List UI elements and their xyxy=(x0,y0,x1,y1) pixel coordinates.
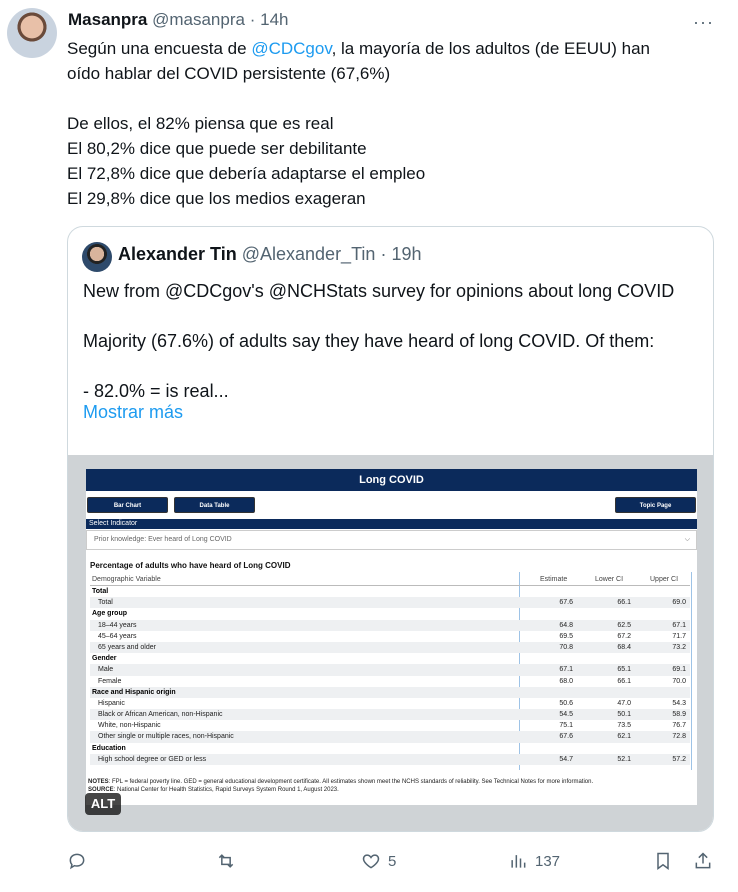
heart-icon xyxy=(361,851,381,871)
topic-page-button: Topic Page xyxy=(615,497,696,513)
lower-ci-cell: 47.0 xyxy=(617,699,631,707)
author-name[interactable]: Masanpra xyxy=(68,10,148,29)
report-notes xyxy=(88,778,694,794)
tweet-line-3: De ellos, el 82% piensa que es real xyxy=(67,114,334,133)
table-category-row xyxy=(90,653,690,664)
author-handle[interactable]: @masanpra xyxy=(152,10,245,29)
upper-ci-cell: 69.0 xyxy=(672,599,686,607)
data-table-button: Data Table xyxy=(174,497,255,513)
table-category-row xyxy=(90,586,690,597)
upper-ci-cell: 69.1 xyxy=(672,666,686,674)
bookmark-icon xyxy=(653,851,673,871)
notes-line xyxy=(88,778,694,786)
more-options-button[interactable]: ··· xyxy=(693,12,714,32)
row-label: 45–64 years xyxy=(98,632,137,640)
table-row xyxy=(90,731,690,742)
estimate-cell: 69.5 xyxy=(559,632,573,640)
table-row xyxy=(90,720,690,731)
lower-ci-cell: 52.1 xyxy=(617,755,631,763)
lower-ci-cell: 65.1 xyxy=(617,666,631,674)
lower-ci-cell: 50.1 xyxy=(617,711,631,719)
data-table xyxy=(90,572,690,765)
tweet-line-5: El 72,8% dice que debería adaptarse el empleo xyxy=(67,164,426,183)
tweet-text-segment: Según una encuesta de xyxy=(67,39,252,58)
quote-line-3: - 82.0% = is real... xyxy=(83,381,229,401)
row-label: Other single or multiple races, non-Hispanic xyxy=(98,733,234,741)
show-more-link[interactable]: Mostrar más xyxy=(83,402,184,422)
row-label: Gender xyxy=(92,655,117,663)
lower-ci-cell: 67.2 xyxy=(617,632,631,640)
notes-label: NOTES xyxy=(88,779,109,785)
views-button[interactable] xyxy=(508,846,560,876)
estimate-cell: 54.5 xyxy=(559,711,573,719)
row-label: Race and Hispanic origin xyxy=(92,688,176,696)
estimate-cell: 70.8 xyxy=(559,643,573,651)
estimate-cell: 67.6 xyxy=(559,733,573,741)
col-upper-ci: Upper CI xyxy=(650,576,679,583)
row-label: 18–44 years xyxy=(98,621,137,629)
col-estimate: Estimate xyxy=(540,576,568,583)
tweet-line-4: El 80,2% dice que puede ser debilitante xyxy=(67,139,367,158)
row-label: Hispanic xyxy=(98,699,125,707)
table-row xyxy=(90,698,690,709)
row-label: Age group xyxy=(92,610,127,618)
upper-ci-cell: 73.2 xyxy=(672,643,686,651)
table-row xyxy=(90,620,690,631)
report-banner: Long COVID xyxy=(86,469,697,491)
estimate-cell: 67.6 xyxy=(559,599,573,607)
table-header-row xyxy=(90,572,690,586)
table-body xyxy=(90,586,690,765)
table-row xyxy=(90,709,690,720)
tweet-line-2: oído hablar del COVID persistente (67,6%) xyxy=(67,64,391,83)
upper-ci-cell: 70.0 xyxy=(672,677,686,685)
table-row xyxy=(90,664,690,675)
table-category-row xyxy=(90,687,690,698)
tweet-line-1 xyxy=(67,36,717,61)
source-line xyxy=(88,786,694,794)
tweet-text xyxy=(67,36,717,211)
bookmark-button[interactable] xyxy=(653,846,673,876)
row-label: Male xyxy=(98,666,114,674)
alt-text-badge[interactable]: ALT xyxy=(85,793,121,815)
estimate-cell: 64.8 xyxy=(559,621,573,629)
table-row xyxy=(90,642,690,653)
column-divider xyxy=(691,572,692,770)
quote-line-1: New from @CDCgov's @NCHStats survey for opinions about long COVID xyxy=(83,281,675,301)
tweet-time[interactable]: 14h xyxy=(260,10,289,29)
row-label: Black or African American, non-Hispanic xyxy=(98,711,223,719)
lower-ci-cell: 73.5 xyxy=(617,722,631,730)
upper-ci-cell: 71.7 xyxy=(672,632,686,640)
chevron-down-icon: ⌵ xyxy=(684,536,690,543)
row-label: Female xyxy=(98,677,122,685)
row-label: Total xyxy=(98,599,113,607)
action-bar xyxy=(0,846,738,876)
paragraph-gap xyxy=(83,354,703,379)
upper-ci-cell: 72.8 xyxy=(672,733,686,741)
quote-author-handle: @Alexander_Tin xyxy=(241,244,376,264)
row-label: Total xyxy=(92,588,109,595)
estimate-cell: 67.1 xyxy=(559,666,573,674)
tweet-text-segment: , la mayoría de los adultos (de EEUU) han xyxy=(331,39,651,58)
retweet-icon xyxy=(216,851,236,871)
report-screenshot xyxy=(86,469,697,805)
retweet-button[interactable] xyxy=(216,846,236,876)
col-demographic: Demographic Variable xyxy=(92,576,161,583)
author-avatar[interactable] xyxy=(7,8,57,58)
views-count: 137 xyxy=(535,852,561,870)
select-indicator-dropdown xyxy=(86,530,697,550)
estimate-cell: 50.6 xyxy=(559,699,573,707)
upper-ci-cell: 54.3 xyxy=(672,699,686,707)
row-label: High school degree or GED or less xyxy=(98,755,207,763)
row-label: White, non-Hispanic xyxy=(98,722,161,730)
quote-author-avatar xyxy=(82,242,112,272)
upper-ci-cell: 67.1 xyxy=(672,621,686,629)
bar-chart-button: Bar Chart xyxy=(87,497,168,513)
reply-button[interactable] xyxy=(67,846,87,876)
tweet-header xyxy=(68,10,288,30)
quote-text xyxy=(83,279,703,404)
paragraph-gap xyxy=(67,86,717,111)
quote-line-2: Majority (67.6%) of adults say they have heard of long COVID. Of them: xyxy=(83,331,655,351)
col-lower-ci: Lower CI xyxy=(595,576,624,583)
row-label: Education xyxy=(92,744,126,752)
select-value: Prior knowledge: Ever heard of Long COVID xyxy=(94,536,232,543)
quote-header xyxy=(118,244,422,265)
estimate-cell: 54.7 xyxy=(559,755,573,763)
table-category-row xyxy=(90,743,690,754)
quoted-tweet[interactable] xyxy=(67,226,714,832)
quote-time: 19h xyxy=(391,244,422,264)
source-label: SOURCE xyxy=(88,787,114,793)
header-separator: · xyxy=(249,10,256,29)
quote-author-name: Alexander Tin xyxy=(118,244,237,264)
reply-icon xyxy=(67,851,87,871)
lower-ci-cell: 62.1 xyxy=(617,733,631,741)
estimate-cell: 68.0 xyxy=(559,677,573,685)
tweet-line-6: El 29,8% dice que los medios exageran xyxy=(67,189,366,208)
share-button[interactable] xyxy=(693,846,713,876)
table-title: Percentage of adults who have heard of Long COVID xyxy=(90,561,291,570)
quote-media-image[interactable] xyxy=(68,455,714,832)
table-row xyxy=(90,631,690,642)
lower-ci-cell: 66.1 xyxy=(617,599,631,607)
table-row xyxy=(90,754,690,765)
upper-ci-cell: 58.9 xyxy=(672,711,686,719)
lower-ci-cell: 66.1 xyxy=(617,677,631,685)
estimate-cell: 75.1 xyxy=(559,722,573,730)
table-category-row xyxy=(90,608,690,619)
row-label: 65 years and older xyxy=(98,643,156,651)
like-button[interactable] xyxy=(361,846,396,876)
table-row xyxy=(90,676,690,687)
mention-link[interactable]: @CDCgov xyxy=(251,39,332,58)
quote-separator: · xyxy=(380,244,387,264)
select-indicator-header: Select Indicator xyxy=(86,519,697,529)
table-row xyxy=(90,597,690,608)
upper-ci-cell: 57.2 xyxy=(672,755,686,763)
lower-ci-cell: 62.5 xyxy=(617,621,631,629)
upper-ci-cell: 76.7 xyxy=(672,722,686,730)
source-text: : National Center for Health Statistics, Rapid Surveys System Round 1, August 2023. xyxy=(113,787,339,793)
notes-text: : FPL = federal poverty line. GED = general educational development certificate. All estimates shown meet the NCHS standards of reliability. See Technical Notes for more information. xyxy=(108,779,594,785)
views-icon xyxy=(508,851,528,871)
lower-ci-cell: 68.4 xyxy=(617,643,631,651)
paragraph-gap xyxy=(83,304,703,329)
like-count: 5 xyxy=(388,852,397,870)
share-icon xyxy=(693,851,713,871)
